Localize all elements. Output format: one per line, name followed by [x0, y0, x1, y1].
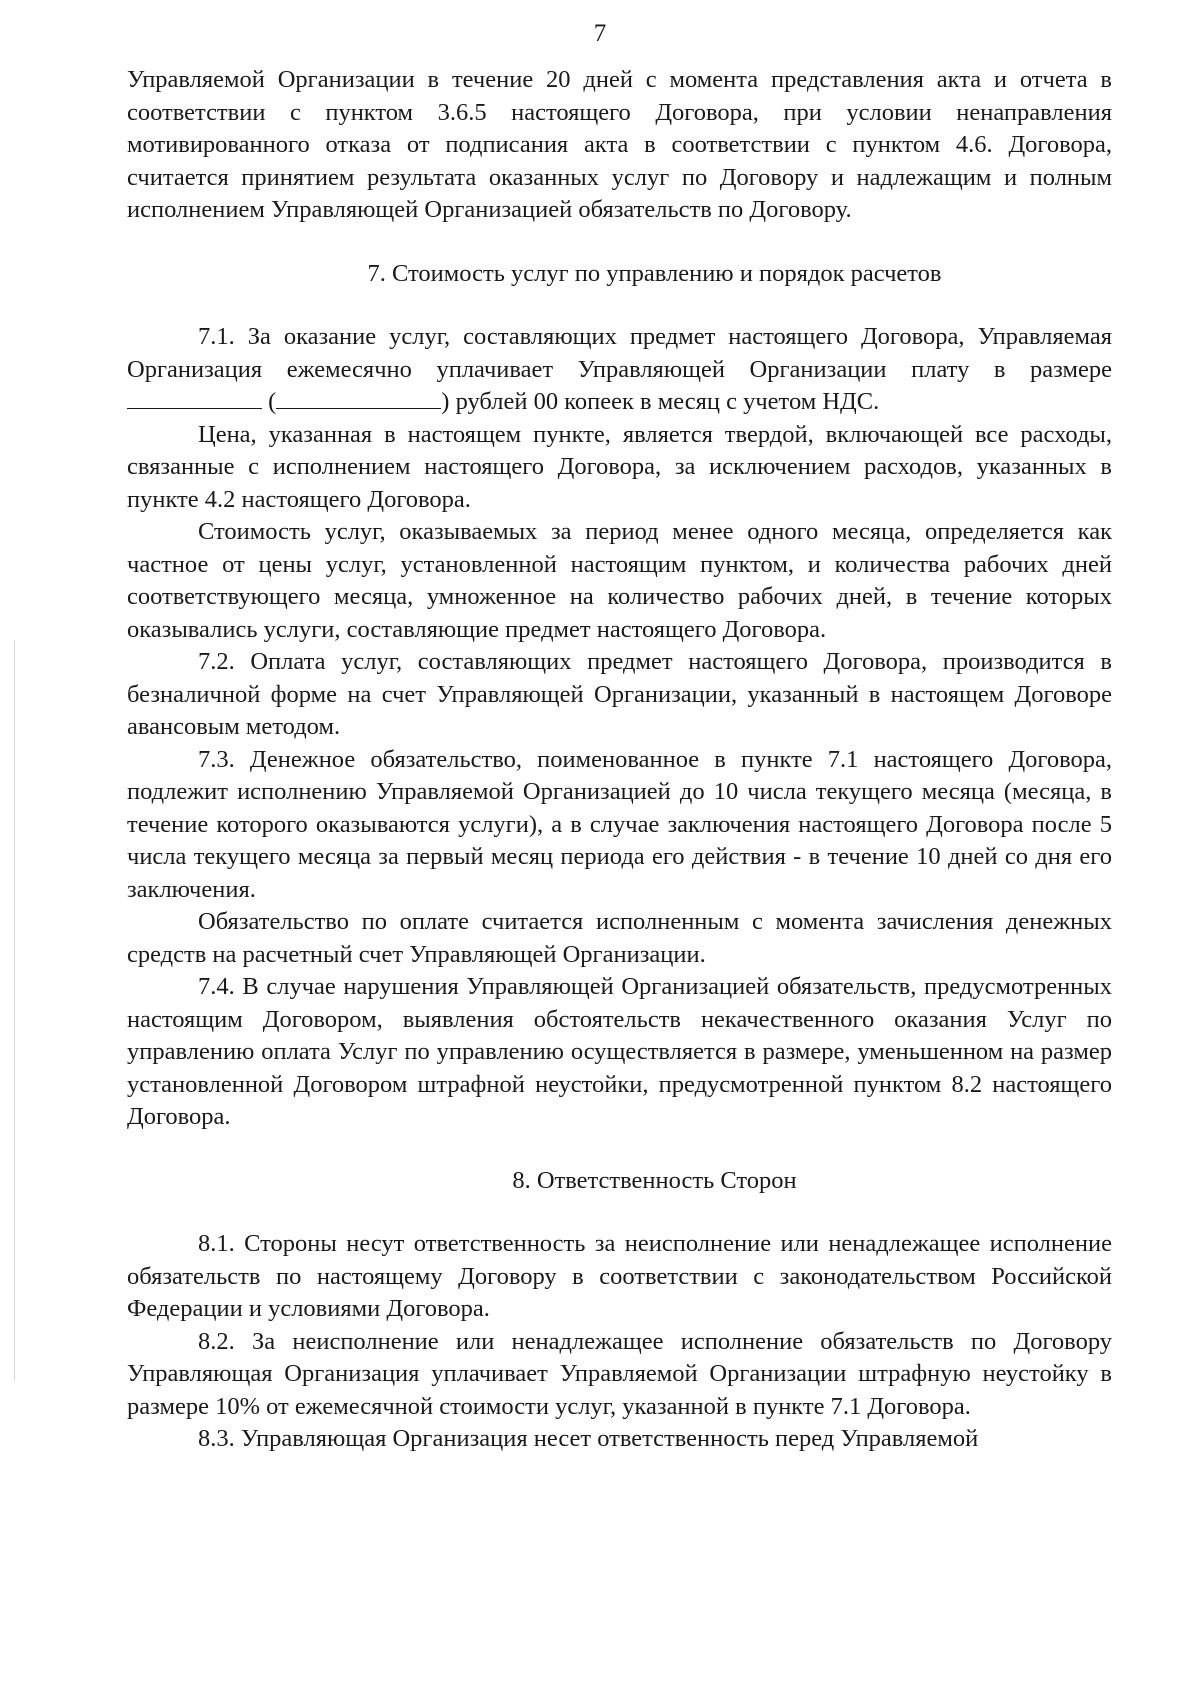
- scan-margin-line: [14, 640, 15, 1380]
- clause-7-2: 7.2. Оплата услуг, составляющих предмет настоящего Договора, производится в безналичной форме на счет Управляющей Организации, указанный в настоящем Договоре авансовым методом.: [127, 648, 1112, 740]
- amount-in-words-blank-field: [276, 386, 441, 409]
- clause-7-1: [127, 321, 1112, 419]
- clause-7-1-open-paren: (: [268, 388, 277, 415]
- section-6-continuation: Управляемой Организации в течение 20 дней с момента представления акта и отчета в соответствии с пунктом 3.6.5 настоящего Договора, при условии ненаправления мотивированного отказа от подписания акта в соответствии с пунктом 4.6. Договора, считается принятием результата оказанных услуг по Договору и надлежащим и полным исполнением Управляющей Организацией обязательств по Договору.: [127, 66, 1112, 223]
- page-number: 7: [593, 20, 607, 47]
- clause-7-1-start: 7.1. За оказание услуг, составляющих предмет настоящего Договора, Управляемая Организация ежемесячно уплачивает Управляющей Организации плату в размере: [127, 323, 1112, 383]
- clause-8-1: 8.1. Стороны несут ответственность за неисполнение или ненадлежащее исполнение обязательств по настоящему Договору в соответствии с законодательством Российской Федерации и условиями Договора.: [127, 1230, 1112, 1322]
- clause-7-3: 7.3. Денежное обязательство, поименованное в пункте 7.1 настоящего Договора, подлежит исполнению Управляемой Организацией до 10 числа текущего месяца (месяца, в течение которого оказываются услуги), а в случае заключения настоящего Договора после 5 числа текущего месяца за первый месяц периода его действия - в течение 10 дней со дня его заключения.: [127, 745, 1112, 903]
- clause-8-2: 8.2. За неисполнение или ненадлежащее исполнение обязательств по Договору Управляющая Организация уплачивает Управляемой Организации штрафную неустойку в размере 10% от ежемесячной стоимости услуг, указанной в пункте 7.1 Договора.: [127, 1327, 1112, 1420]
- obligation-paragraph: Обязательство по оплате считается исполненным с момента зачисления денежных средств на расчетный счет Управляющей Организации.: [127, 908, 1112, 968]
- section-8-heading: 8. Ответственность Сторон: [512, 1166, 797, 1194]
- cost-paragraph: Стоимость услуг, оказываемых за период менее одного месяца, определяется как частное от цены услуг, установленной настоящим пунктом, и количества рабочих дней соответствующего месяца, умноженное на количество рабочих дней, в течение которых оказывались услуги, составляющие предмет настоящего Договора.: [127, 518, 1112, 643]
- clause-7-4: 7.4. В случае нарушения Управляющей Организацией обязательств, предусмотренных настоящим Договором, выявления обстоятельств некачественного оказания Услуг по управлению оплата Услуг по управлению осуществляется в размере, уменьшенном на размер установленной Договором штрафной неустойки, предусмотренной пунктом 8.2 настоящего Договора.: [127, 973, 1112, 1130]
- section-7-heading: 7. Стоимость услуг по управлению и порядок расчетов: [367, 259, 942, 287]
- price-paragraph: Цена, указанная в настоящем пункте, является твердой, включающей все расходы, связанные с исполнением настоящего Договора, за исключением расходов, указанных в пункте 4.2 настоящего Договора.: [127, 420, 1112, 513]
- clause-7-1-end: ) рублей 00 копеек в месяц с учетом НДС.: [441, 388, 880, 415]
- clause-8-3: 8.3. Управляющая Организация несет ответственность перед Управляемой: [198, 1425, 979, 1452]
- amount-blank-field: [127, 386, 262, 409]
- document-body: [127, 64, 1112, 1456]
